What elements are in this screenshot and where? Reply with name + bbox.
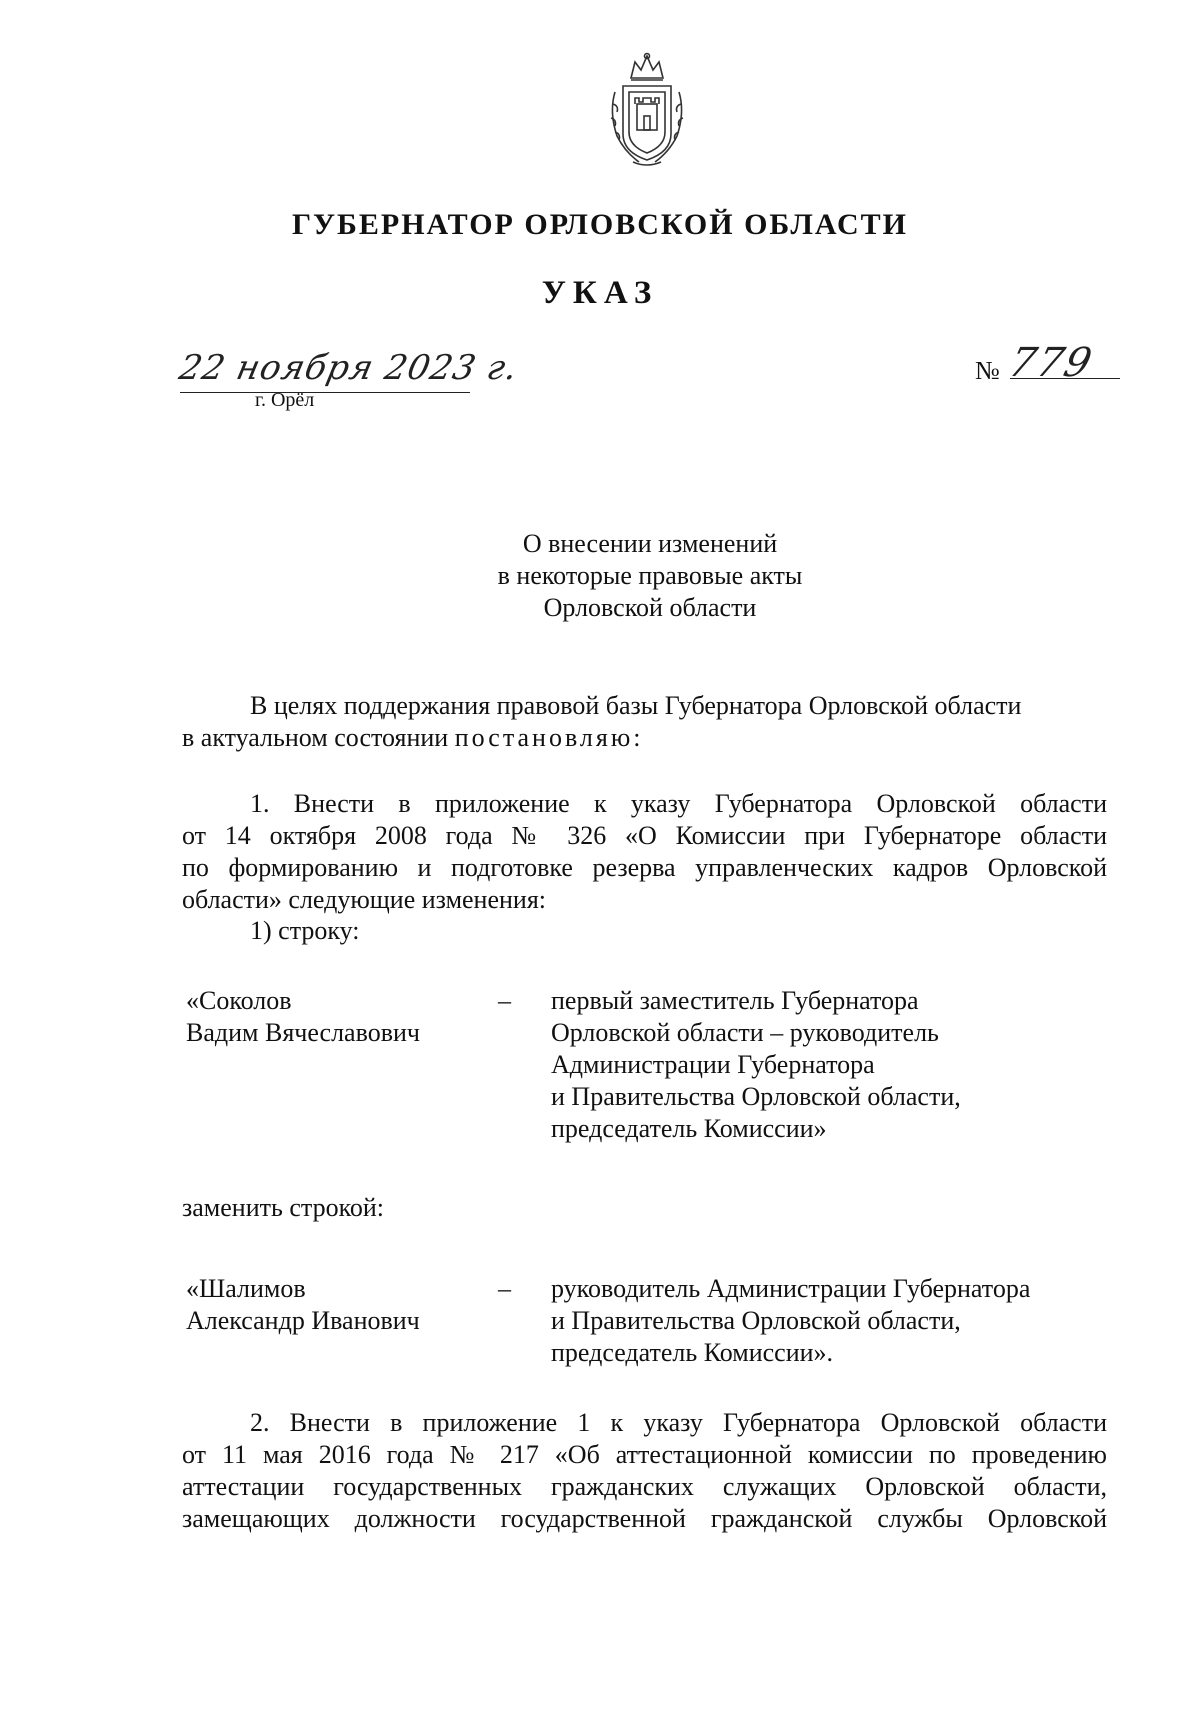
name-line: «Соколов (186, 986, 292, 1015)
paragraph-line: замещающих должности государственной гражданской службы Орловской (182, 1504, 1107, 1533)
member-name (186, 1273, 486, 1337)
paragraph-line: аттестации государственных гражданских служащих Орловской области, (182, 1472, 1107, 1501)
position-line: руководитель Администрации Губернатора (551, 1274, 1031, 1303)
item-1-paragraph (182, 788, 1107, 916)
paragraph-line: от 14 октября 2008 года № 326 «О Комиссии при Губернаторе области (182, 821, 1107, 850)
dash-separator: – (498, 986, 511, 1015)
document-type-heading: УКАЗ (541, 275, 659, 311)
member-position (551, 1273, 1111, 1369)
subitem-1-label: 1) строку: (250, 916, 360, 945)
name-line: Александр Иванович (186, 1306, 420, 1335)
title-line: в некоторые правовые акты (497, 561, 803, 590)
preamble-prefix: в актуальном состоянии (182, 723, 449, 752)
dash-separator: – (498, 1274, 511, 1303)
date-underline (180, 392, 470, 393)
member-position (551, 985, 1111, 1145)
city-label: г. Орёл (255, 389, 315, 411)
position-line: и Правительства Орловской области, (551, 1306, 961, 1335)
paragraph-line: 2. Внести в приложение 1 к указу Губернатора Орловской области (250, 1408, 1107, 1437)
paragraph-line: области» следующие изменения: (182, 885, 547, 914)
paragraph-line: 1. Внести в приложение к указу Губернатора Орловской области (250, 789, 1107, 818)
name-line: Вадим Вячеславович (186, 1018, 420, 1047)
position-line: первый заместитель Губернатора (551, 986, 919, 1015)
title-line: О внесении изменений (522, 529, 778, 558)
item-2-paragraph (182, 1407, 1107, 1535)
position-line: Орловской области – руководитель (551, 1018, 939, 1047)
position-line: председатель Комиссии» (551, 1114, 827, 1143)
replace-instruction: заменить строкой: (182, 1193, 385, 1222)
position-line: председатель Комиссии». (551, 1338, 834, 1367)
preamble-paragraph (182, 690, 1107, 754)
handwritten-number: 779 (1004, 340, 1099, 386)
title-line: Орловской области (543, 593, 757, 622)
authority-heading: ГУБЕРНАТОР ОРЛОВСКОЙ ОБЛАСТИ (291, 208, 909, 241)
paragraph-line: по формированию и подготовке резерва управленческих кадров Орловской (182, 853, 1107, 882)
member-name (186, 985, 486, 1049)
position-line: Администрации Губернатора (551, 1050, 875, 1079)
resolution-word: постановляю: (454, 723, 644, 752)
paragraph-line (182, 722, 1107, 754)
handwritten-date: 22 ноября 2023 г. (175, 348, 522, 388)
number-underline (1010, 378, 1120, 379)
coat-of-arms-emblem (605, 52, 689, 170)
document-title (0, 528, 1200, 624)
paragraph-line: от 11 мая 2016 года № 217 «Об аттестационной комиссии по проведению (182, 1440, 1107, 1469)
number-sign: № (975, 356, 1000, 385)
name-line: «Шалимов (186, 1274, 306, 1303)
position-line: и Правительства Орловской области, (551, 1082, 961, 1111)
paragraph-line: В целях поддержания правовой базы Губернатора Орловской области (250, 691, 1022, 720)
